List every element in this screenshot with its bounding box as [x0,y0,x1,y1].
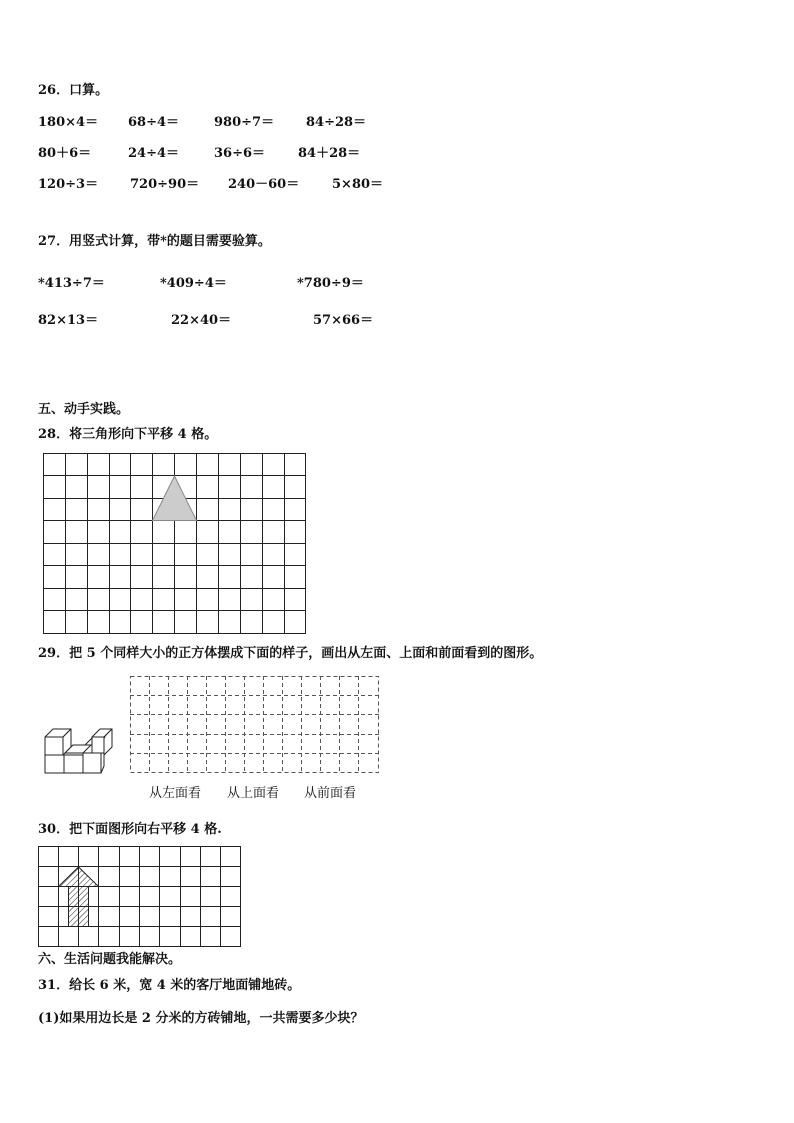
q27-item: *780÷9＝ [297,276,364,291]
section-title: 六、生活问题我能解决。 [38,952,182,967]
q30-title: 30．把下面图形向右平移 4 格. [38,822,222,837]
q26-item: 720÷90＝ [130,177,200,192]
view-label-left: 从左面看 [149,786,202,801]
q27-item: 57×66＝ [313,313,374,328]
q26-item: 84÷28＝ [306,115,367,130]
q26-item: 240－60＝ [228,177,300,192]
q26-item: 36÷6＝ [214,146,266,161]
q26-title: 26．口算。 [38,83,109,98]
q27-item: *413÷7＝ [38,276,105,291]
q28-grid [43,453,307,635]
view-label-top: 从上面看 [227,786,280,801]
q31-sub1: (1)如果用边长是 2 分米的方砖铺地，一共需要多少块？ [38,1011,364,1026]
q29-dashed-grid [130,676,380,774]
q26-item: 80＋6＝ [38,146,92,161]
q26-item: 24÷4＝ [128,146,180,161]
section-title: 五、动手实践。 [38,402,130,417]
q29-title: 29．把 5 个同样大小的正方体摆成下面的样子，画出从左面、上面和前面看到的图形。 [38,646,543,661]
q26-item: 5×80＝ [332,177,384,192]
q26-item: 980÷7＝ [214,115,275,130]
cube-stack-figure [44,720,114,775]
view-label-front: 从前面看 [304,786,357,801]
q28-title: 28．将三角形向下平移 4 格。 [38,427,218,442]
q27-title: 27．用竖式计算，带*的题目需要验算。 [38,234,271,249]
q26-item: 180×4＝ [38,115,99,130]
q26-item: 68÷4＝ [128,115,180,130]
q31-title: 31．给长 6 米，宽 4 米的客厅地面铺地砖。 [38,978,301,993]
q26-item: 84＋28＝ [298,146,361,161]
q27-item: *409÷4＝ [160,276,227,291]
q26-item: 120÷3＝ [38,177,99,192]
q27-item: 82×13＝ [38,313,99,328]
arrow-shape [59,867,99,927]
q27-item: 22×40＝ [171,313,232,328]
q30-grid [38,846,242,948]
